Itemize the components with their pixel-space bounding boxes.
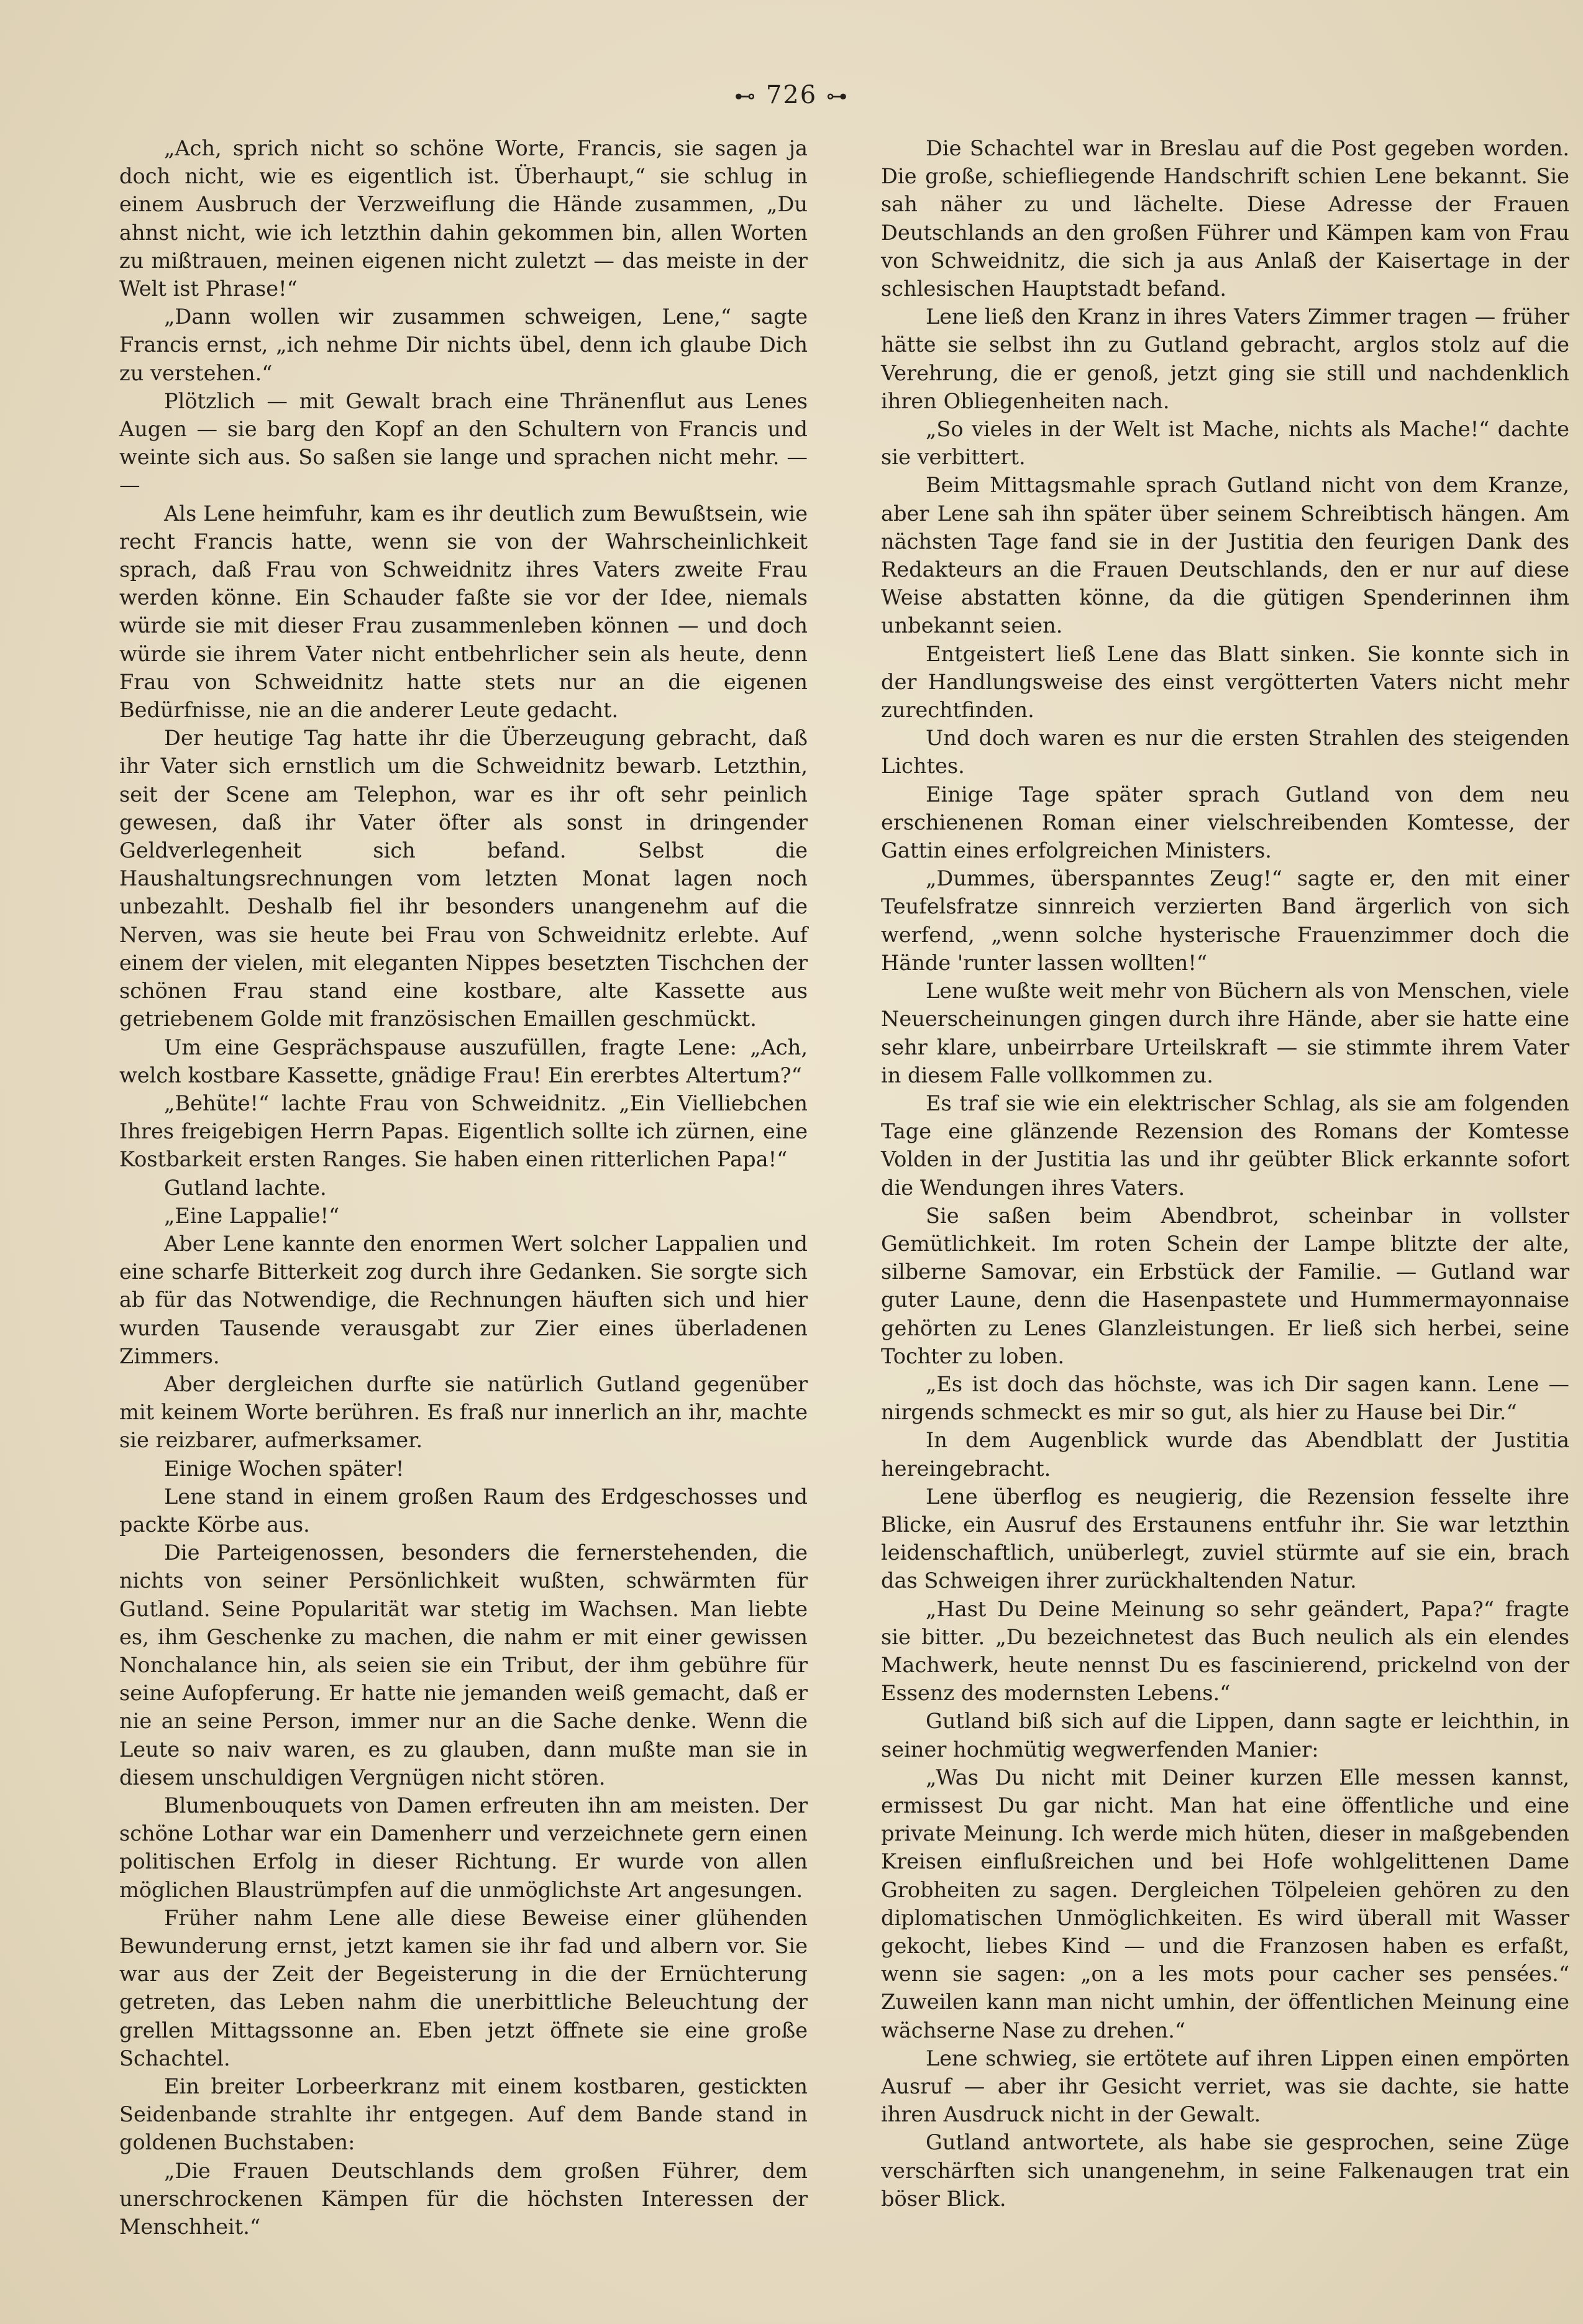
paragraph: Ein breiter Lorbeerkranz mit einem kostbaren, gestickten Seidenbande strahlte ihr entgegen. Auf dem Bande stand in goldenen Buchstaben:	[119, 2074, 808, 2155]
paragraph: Gutland lachte.	[164, 1175, 327, 1200]
paragraph: Einige Wochen später!	[164, 1456, 404, 1481]
paragraph: Plötzlich — mit Gewalt brach eine Thränenflut aus Lenes Augen — sie barg den Kopf an den Schultern von Francis und weinte sich aus. So saßen sie lange und sprachen nicht mehr. — —	[119, 388, 808, 498]
paragraph: „Was Du nicht mit Deiner kurzen Elle messen kannst, ermissest Du gar nicht. Man hat eine öffentliche und eine private Meinung. Ich werde mich hüten, dieser in maßgebenden Kreisen einflußreichen und bei Hofe wohlgelittenen Dame Grobheiten zu sagen. Dergleichen Tölpeleien gehören zu den diplomatischen Unmöglichkeiten. Es wird überall mit Wasser gekocht, liebes Kind — und die Franzosen haben es erfaßt, wenn sie sagen: „on a les mots pour cacher ses pensées.“ Zuweilen kann man nicht umhin, der öffentlichen Meinung eine wächserne Nase zu drehen.“	[881, 1765, 1569, 2043]
paragraph: „Es ist doch das höchste, was ich Dir sagen kann. Lene — nirgends schmeckt es mir so gut, als hier zu Hause bei Dir.“	[881, 1371, 1569, 1425]
paragraph: Gutland antwortete, als habe sie gesprochen, seine Züge verschärften sich unangenehm, in seine Falkenaugen trat ein böser Blick.	[881, 2130, 1569, 2211]
paragraph: Gutland biß sich auf die Lippen, dann sagte er leichthin, in seiner hochmütig wegwerfenden Manier:	[881, 1709, 1569, 1762]
paragraph: „Behüte!“ lachte Frau von Schweidnitz. „Ein Vielliebchen Ihres freigebigen Herrn Papas. Eigentlich sollte ich zürnen, eine Kostbarkeit ersten Ranges. Sie haben einen ritterlichen Papa!“	[119, 1091, 808, 1172]
paragraph: Als Lene heimfuhr, kam es ihr deutlich zum Bewußtsein, wie recht Francis hatte, wenn sie von der Wahrscheinlichkeit sprach, daß Frau von Schweidnitz ihres Vaters zweite Frau werden könne. Ein Schauder faßte sie vor der Idee, niemals würde sie mit dieser Frau zusammenleben können — und doch würde sie ihrem Vater nicht entbehrlicher sein als heute, denn Frau von Schweidnitz hatte stets nur an die eigenen Bedürfnisse, nie an die anderer Leute gedacht.	[119, 501, 808, 723]
page-number: 726	[765, 81, 818, 109]
paragraph: „Eine Lappalie!“	[164, 1203, 340, 1228]
paragraph: Lene schwieg, sie ertötete auf ihren Lippen einen empörten Ausruf — aber ihr Gesicht verriet, was sie dachte, sie hatte ihren Ausdruck nicht in der Gewalt.	[881, 2046, 1569, 2127]
paragraph: „Dann wollen wir zusammen schweigen, Lene,“ sagte Francis ernst, „ich nehme Dir nichts übel, denn ich glaube Dich zu verstehen.“	[119, 304, 808, 385]
paragraph: Aber dergleichen durfte sie natürlich Gutland gegenüber mit keinem Worte berühren. Es fraß nur innerlich an ihr, machte sie reizbarer, aufmerksamer.	[119, 1371, 808, 1453]
paragraph: Die Parteigenossen, besonders die fernerstehenden, die nichts von seiner Persönlichkeit wußten, schwärmten für Gutland. Seine Popularität war stetig im Wachsen. Man liebte es, ihm Geschenke zu machen, die nahm er mit einer gewissen Nonchalance hin, als seien sie ein Tribut, der ihm gebühre für seine Aufopferung. Er hatte nie jemanden weiß gemacht, daß er nie an seine Person, immer nur an die Sache denke. Wenn die Leute so naiv waren, es zu glauben, dann mußte man sie in diesem unschuldigen Vergnügen nicht stören.	[119, 1540, 808, 1790]
right-text-column	[881, 134, 1569, 2213]
paragraph: Entgeistert ließ Lene das Blatt sinken. Sie konnte sich in der Handlungsweise des einst vergötterten Vaters nicht mehr zurechtfinden.	[881, 641, 1569, 723]
paragraph: Blumenbouquets von Damen erfreuten ihn am meisten. Der schöne Lothar war ein Damenherr und verzeichnete gern einen politischen Erfolg in dieser Richtung. Er wurde von allen möglichen Blaustrümpfen auf die unmöglichste Art angesungen.	[119, 1793, 808, 1902]
paragraph: Die Schachtel war in Breslau auf die Post gegeben worden. Die große, schiefliegende Handschrift schien Lene bekannt. Sie sah näher zu und lächelte. Diese Adresse der Frauen Deutschlands an den großen Führer und Kämpen kam von Frau von Schweidnitz, die sich ja aus Anlaß der Kaisertage in der schlesischen Hauptstadt befand.	[881, 136, 1569, 301]
paragraph: Und doch waren es nur die ersten Strahlen des steigenden Lichtes.	[881, 726, 1569, 779]
paragraph: Aber Lene kannte den enormen Wert solcher Lappalien und eine scharfe Bitterkeit zog durch ihre Gedanken. Sie sorgte sich ab für das Notwendige, die Rechnungen häuften sich und hier wurden Tausende verausgabt zur Zier eines überladenen Zimmers.	[119, 1231, 808, 1368]
ornament-left-icon: ⊷	[734, 84, 757, 109]
paragraph: Einige Tage später sprach Gutland von dem neu erschienenen Roman einer vielschreibenden Komtesse, der Gattin eines erfolgreichen Ministers.	[881, 782, 1569, 863]
paragraph: „So vieles in der Welt ist Mache, nichts als Mache!“ dachte sie verbittert.	[881, 417, 1569, 470]
paragraph: Um eine Gesprächspause auszufüllen, fragte Lene: „Ach, welch kostbare Kassette, gnädige Frau! Ein ererbtes Altertum?“	[119, 1035, 808, 1087]
paragraph: Lene stand in einem großen Raum des Erdgeschosses und packte Körbe aus.	[119, 1484, 808, 1537]
paragraph: „Hast Du Deine Meinung so sehr geändert, Papa?“ fragte sie bitter. „Du bezeichnetest das Buch neulich als ein elendes Machwerk, heute nennst Du es fascinierend, prickelnd von der Essenz des modernsten Lebens.“	[881, 1596, 1569, 1706]
left-text-column	[119, 134, 808, 2241]
paragraph: „Ach, sprich nicht so schöne Worte, Francis, sie sagen ja doch nicht, wie es eigentlich ist. Überhaupt,“ sie schlug in einem Ausbruch der Verzweiflung die Hände zusammen, „Du ahnst nicht, wie ich letzthin dahin gekommen bin, allen Worten zu mißtrauen, meinen eigenen nicht zuletzt — das meiste in der Welt ist Phrase!“	[119, 136, 808, 301]
ornament-right-icon: ⊶	[826, 84, 849, 109]
paragraph: Früher nahm Lene alle diese Beweise einer glühenden Bewunderung ernst, jetzt kamen sie ihr fad und albern vor. Sie war aus der Zeit der Begeisterung in die der Ernüchterung getreten, das Leben nahm die unerbittliche Beleuchtung der grellen Mittagssonne an. Eben jetzt öffnete sie eine große Schachtel.	[119, 1905, 808, 2070]
paragraph: „Dummes, überspanntes Zeug!“ sagte er, den mit einer Teufelsfratze sinnreich verzierten Band ärgerlich von sich werfend, „wenn solche hysterische Frauenzimmer doch die Hände 'runter lassen wollten!“	[881, 866, 1569, 975]
paragraph: Lene überflog es neugierig, die Rezension fesselte ihre Blicke, ein Ausruf des Erstaunens entfuhr ihr. Sie war letzthin leidenschaftlich, unüberlegt, zuviel stürmte auf sie ein, brach das Schweigen ihrer zurückhaltenden Natur.	[881, 1484, 1569, 1593]
paragraph: „Die Frauen Deutschlands dem großen Führer, dem unerschrockenen Kämpen für die höchsten Interessen der Menschheit.“	[119, 2158, 808, 2239]
page-number-header	[0, 81, 1583, 109]
paragraph: Lene wußte weit mehr von Büchern als von Menschen, viele Neuerscheinungen gingen durch ihre Hände, aber sie hatte eine sehr klare, unbeirrbare Urteilskraft — sie stimmte ihrem Vater in diesem Falle vollkommen zu.	[881, 979, 1569, 1087]
paragraph: Lene ließ den Kranz in ihres Vaters Zimmer tragen — früher hätte sie selbst ihn zu Gutland gebracht, arglos stolz auf die Verehrung, die er genoß, jetzt ging sie still und nachdenklich ihren Obliegenheiten nach.	[881, 304, 1569, 413]
paragraph: Der heutige Tag hatte ihr die Überzeugung gebracht, daß ihr Vater sich ernstlich um die Schweidnitz bewarb. Letzthin, seit der Scene am Telephon, war es ihr oft sehr peinlich gewesen, daß ihr Vater öfter als sonst in dringender Geldverlegenheit sich befand. Selbst die Haushaltungsrechnungen vom letzten Monat lagen noch unbezahlt. Deshalb fiel ihr besonders unangenehm auf die Nerven, was sie heute bei Frau von Schweidnitz erlebte. Auf einem der vielen, mit eleganten Nippes besetzten Tischchen der schönen Frau stand eine kostbare, alte Kassette aus getriebenem Golde mit französischen Emaillen geschmückt.	[119, 726, 808, 1032]
paragraph: Es traf sie wie ein elektrischer Schlag, als sie am folgenden Tage eine glänzende Rezension des Romans der Komtesse Volden in der Justitia las und ihr geübter Blick erkannte sofort die Wendungen ihres Vaters.	[881, 1091, 1569, 1200]
paragraph: Beim Mittagsmahle sprach Gutland nicht von dem Kranze, aber Lene sah ihn später über seinem Schreibtisch hängen. Am nächsten Tage fand sie in der Justitia den feurigen Dank des Redakteurs an die Frauen Deutschlands, den er nur auf diese Weise abstatten könne, da die gütigen Spenderinnen ihm unbekannt seien.	[881, 473, 1569, 638]
paragraph: In dem Augenblick wurde das Abendblatt der Justitia hereingebracht.	[881, 1428, 1569, 1481]
paragraph: Sie saßen beim Abendbrot, scheinbar in vollster Gemütlichkeit. Im roten Schein der Lampe blitzte der alte, silberne Samovar, ein Erbstück der Familie. — Gutland war guter Laune, denn die Hasenpastete und Hummermayonnaise gehörten zu Lenes Glanzleistungen. Er ließ sich herbei, seine Tochter zu loben.	[881, 1203, 1569, 1368]
